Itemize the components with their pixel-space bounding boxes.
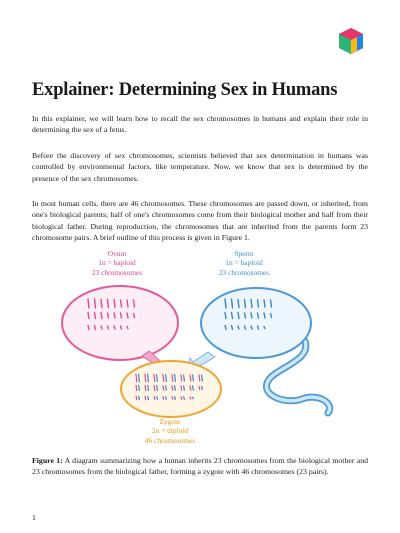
chromosome: [121, 326, 122, 329]
chromosome: [175, 397, 176, 400]
chromosome: [145, 374, 146, 382]
chromosome: [136, 385, 137, 390]
chromosome: [238, 326, 239, 329]
chromosome: [163, 397, 164, 400]
inheritance-diagram: [50, 243, 380, 448]
chromosome: [108, 313, 109, 318]
chromosome: [232, 313, 233, 319]
chromosome: [202, 386, 203, 389]
chromosome: [163, 386, 164, 390]
chromosome: [148, 396, 149, 399]
chromosome: [127, 300, 128, 307]
chromosome-paragraph: In most human cells, there are 46 chromosomes. These chromosomes are passed down, or inherited, from one's biological parents; half of one's chromosomes come from their biological mother and half from their biological father. During reproduction, the chromosomes that are inherited from the parents form 23 chromosome pairs. A brief outline of this process is given in Figure 1.: [32, 199, 368, 243]
chromosome: [175, 386, 176, 390]
chromosome: [264, 327, 265, 329]
chromosome: [225, 326, 226, 330]
chromosome: [245, 313, 246, 318]
chromosome: [190, 375, 191, 381]
chromosome: [238, 300, 239, 308]
chromosome: [181, 375, 182, 381]
chromosome: [184, 397, 185, 400]
chromosome: [154, 385, 155, 390]
chromosome: [134, 314, 135, 318]
chromosome: [148, 385, 149, 390]
chromosome: [121, 313, 122, 318]
chromosome: [139, 385, 140, 390]
caption-label: Figure 1:: [32, 456, 63, 465]
chromosome: [245, 300, 246, 308]
chromosome: [271, 314, 272, 318]
chromosome: [199, 386, 200, 389]
ovum-cell: [62, 286, 178, 360]
chromosome: [157, 397, 158, 400]
chromosome: [258, 300, 259, 307]
chromosome: [172, 386, 173, 390]
chromosome: [166, 386, 167, 390]
page-number: 1: [32, 513, 36, 522]
sperm-head: [201, 288, 311, 358]
chromosome: [154, 375, 155, 382]
chromosome: [264, 300, 265, 307]
sperm-ploidy: 1n = haploid: [225, 258, 263, 268]
chromosome: [108, 300, 109, 308]
chromosome: [136, 396, 137, 399]
chromosome: [166, 397, 167, 400]
chromosome: [190, 397, 191, 399]
chromosome: [172, 375, 173, 382]
chromosome: [232, 299, 233, 308]
chromosome: [127, 313, 128, 318]
chromosome: [225, 299, 226, 308]
chromosome: [114, 300, 115, 308]
chromosome: [166, 375, 167, 382]
chromosome: [114, 313, 115, 318]
chromosome: [181, 397, 182, 400]
sperm-name: Sperm: [234, 249, 254, 258]
chromosome: [157, 385, 158, 390]
nagwa-logo-icon: [336, 26, 366, 56]
chromosome: [121, 300, 122, 307]
chromosome: [258, 326, 259, 329]
caption-text: A diagram summarizing how a human inherits 23 chromosomes from the biological mother and 23 chromosomes from the biological father, forming a zygote with 46 chromosomes (23 pairs).: [32, 456, 369, 477]
chromosome: [127, 327, 128, 329]
chromosome: [184, 375, 185, 381]
chromosome: [225, 313, 226, 319]
zygote-count: 46 chromosomes: [144, 435, 196, 445]
chromosome: [232, 326, 233, 330]
chromosome: [264, 313, 265, 318]
sperm-count: 23 chromosomes: [218, 267, 270, 277]
chromosome: [184, 386, 185, 390]
chromosome: [154, 397, 155, 400]
chromosome: [190, 386, 191, 390]
history-paragraph: Before the discovery of sex chromosomes, scientists believed that sex determination in humans was controlled by environmental factors, like temperature. Now, we know that sex is determined by the presence of the sex chromosomes.: [32, 151, 368, 183]
chromosome: [101, 326, 102, 329]
chromosome: [95, 299, 96, 308]
chromosome: [108, 326, 109, 329]
chromosome: [271, 300, 272, 307]
chromosome: [181, 386, 182, 390]
chromosome: [193, 375, 194, 381]
chromosome: [148, 374, 149, 382]
chromosome: [251, 326, 252, 329]
chromosome: [134, 300, 135, 307]
chromosome: [139, 396, 140, 399]
zygote-ploidy: 2n = diploid: [151, 426, 189, 436]
ovum-name: Ovum: [107, 249, 127, 258]
chromosome: [95, 313, 96, 319]
sperm-label: [214, 249, 274, 277]
ovum-count: 23 chromosomes: [91, 267, 143, 277]
chromosome: [101, 313, 102, 319]
chromosome: [245, 326, 246, 329]
chromosome: [114, 326, 115, 329]
chromosome: [139, 374, 140, 382]
chromosome: [88, 299, 89, 308]
chromosome: [101, 300, 102, 308]
chromosome: [145, 396, 146, 399]
chromosome: [251, 313, 252, 318]
zygote-label: [133, 417, 207, 445]
chromosome: [163, 375, 164, 382]
chromosome: [145, 385, 146, 390]
chromosome: [199, 375, 200, 381]
chromosome: [202, 375, 203, 381]
chromosome: [238, 313, 239, 319]
intro-paragraph: In this explainer, we will learn how to recall the sex chromosomes in humans and explain their role in determining the sex of a fetus.: [32, 114, 368, 135]
chromosome: [172, 397, 173, 400]
chromosome: [258, 313, 259, 318]
chromosome: [136, 374, 137, 382]
page-title: Explainer: Determining Sex in Humans: [32, 80, 338, 100]
chromosome: [193, 397, 194, 399]
ovum-label: [87, 249, 147, 277]
ovum-ploidy: 1n = haploid: [98, 258, 136, 268]
zygote-name: Zygote: [159, 417, 181, 426]
chromosome: [157, 375, 158, 382]
chromosome: [88, 313, 89, 319]
chromosome: [88, 326, 89, 330]
chromosome: [193, 386, 194, 390]
chromosome: [251, 300, 252, 308]
chromosome: [175, 375, 176, 382]
chromosome: [95, 326, 96, 330]
figure-caption: [32, 455, 368, 478]
